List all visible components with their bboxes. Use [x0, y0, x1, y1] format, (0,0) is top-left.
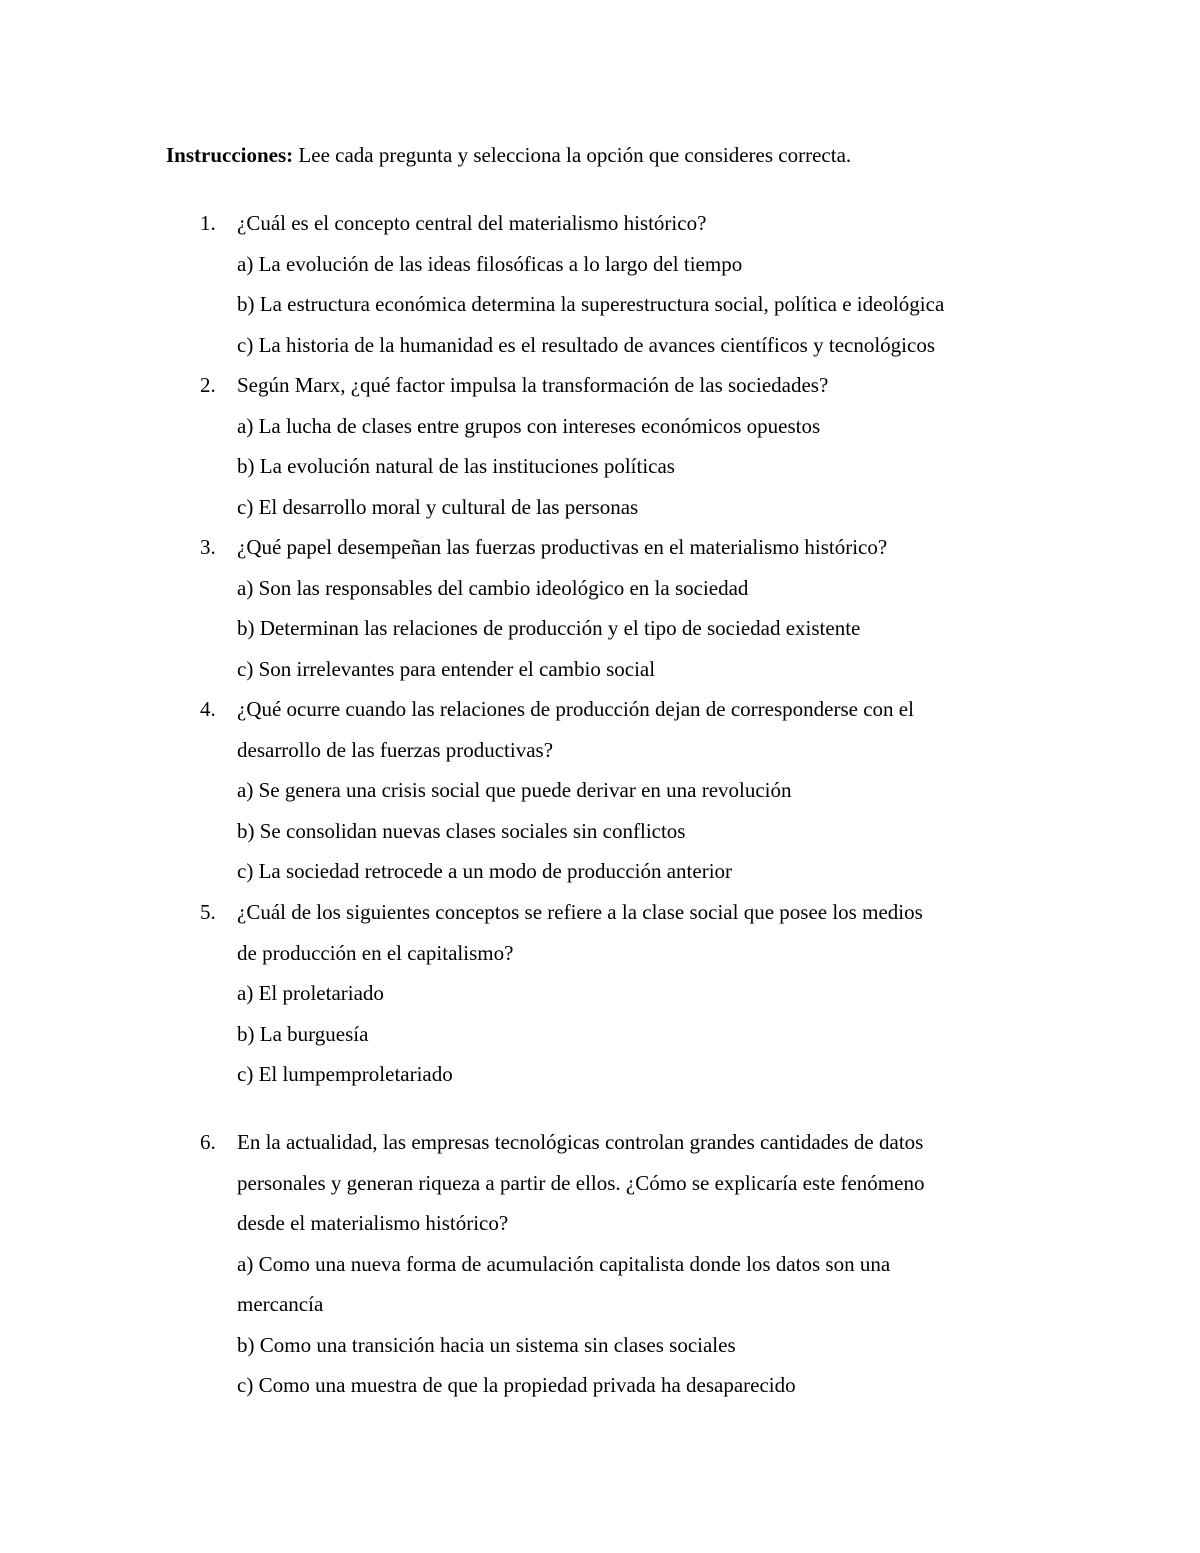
answer-option: a) La evolución de las ideas filosóficas a lo largo del tiempo [237, 251, 743, 276]
answer-option: b) La evolución natural de las instituciones políticas [237, 454, 675, 478]
question-number: 6. [200, 1130, 216, 1154]
question-text: desarrollo de las fuerzas productivas? [237, 737, 554, 762]
answer-option: b) Determinan las relaciones de producción y el tipo de sociedad existente [237, 616, 861, 640]
answer-option: c) Como una muestra de que la propiedad privada ha desaparecido [237, 1373, 796, 1397]
question-number: 4. [200, 697, 216, 721]
instructions-label: Instrucciones: [166, 143, 294, 167]
question-text: ¿Cuál es el concepto central del materialismo histórico? [237, 211, 707, 235]
answer-option: a) El proletariado [237, 981, 384, 1005]
answer-option: b) La burguesía [237, 1021, 369, 1046]
question-text: personales y generan riqueza a partir de ellos. ¿Cómo se explicaría este fenómeno [237, 1170, 925, 1195]
answer-option: c) El desarrollo moral y cultural de las personas [237, 494, 639, 519]
answer-option: c) La sociedad retrocede a un modo de producción anterior [237, 859, 733, 883]
answer-option: a) La lucha de clases entre grupos con intereses económicos opuestos [237, 413, 821, 438]
answer-option: b) Como una transición hacia un sistema sin clases sociales [237, 1332, 736, 1357]
answer-option: c) Son irrelevantes para entender el cambio social [237, 656, 656, 681]
question-number: 1. [200, 211, 216, 235]
answer-option: c) El lumpemproletariado [237, 1062, 453, 1086]
answer-option: a) Se genera una crisis social que puede derivar en una revolución [237, 778, 792, 802]
question-number: 2. [200, 373, 216, 397]
question-number: 3. [200, 535, 216, 559]
instructions-text: Lee cada pregunta y selecciona la opción que consideres correcta. [293, 143, 852, 167]
question-text: En la actualidad, las empresas tecnológicas controlan grandes cantidades de datos [237, 1130, 924, 1154]
answer-option: mercancía [237, 1292, 324, 1316]
question-text: de producción en el capitalismo? [237, 940, 514, 965]
question-text: ¿Qué papel desempeñan las fuerzas productivas en el materialismo histórico? [237, 535, 888, 559]
answer-option: b) La estructura económica determina la superestructura social, política e ideológica [237, 292, 945, 316]
answer-option: b) Se consolidan nuevas clases sociales sin conflictos [237, 818, 686, 843]
question-text: ¿Qué ocurre cuando las relaciones de producción dejan de corresponderse con el [237, 697, 914, 721]
answer-option: c) La historia de la humanidad es el resultado de avances científicos y tecnológicos [237, 332, 935, 357]
instructions [166, 140, 1066, 170]
question-text: ¿Cuál de los siguientes conceptos se refiere a la clase social que posee los medios [237, 900, 923, 924]
question-text: desde el materialismo histórico? [237, 1211, 509, 1235]
question-number: 5. [200, 900, 216, 924]
question-text: Según Marx, ¿qué factor impulsa la transformación de las sociedades? [237, 373, 829, 397]
answer-option: a) Son las responsables del cambio ideológico en la sociedad [237, 575, 749, 600]
answer-option: a) Como una nueva forma de acumulación capitalista donde los datos son una [237, 1251, 891, 1276]
